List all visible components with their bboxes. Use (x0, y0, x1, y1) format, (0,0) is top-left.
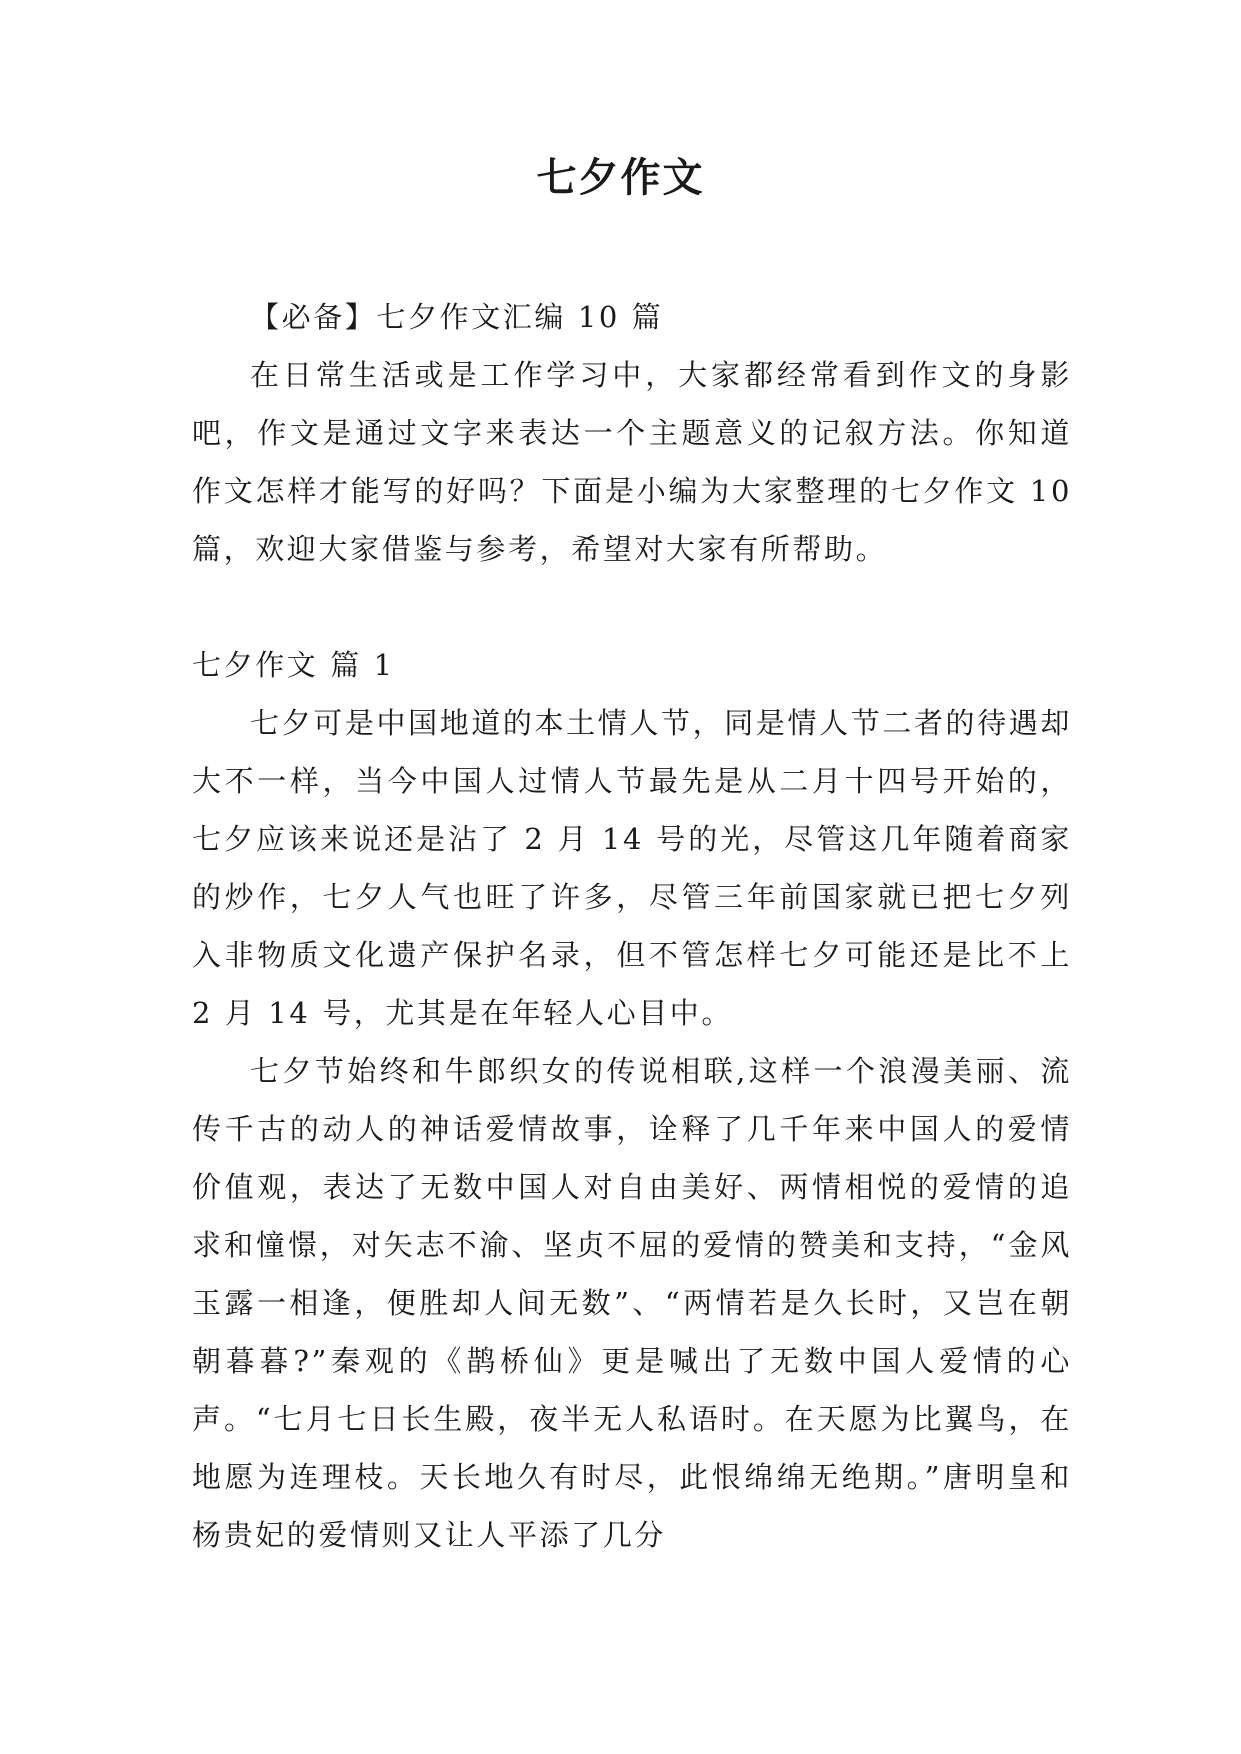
section-heading: 七夕作文 篇 1 (192, 648, 395, 682)
spacer (192, 578, 1072, 636)
document-subtitle: 【必备】七夕作文汇编 10 篇 (250, 300, 664, 334)
intro-paragraph: 在日常生活或是工作学习中，大家都经常看到作文的身影吧，作文是通过文字来表达一个主题意义的记叙方法。你知道作文怎样才能写的好吗？下面是小编为大家整理的七夕作文 10 篇，欢迎大家借鉴与参考，希望对大家有所帮助。 (192, 358, 1072, 566)
document-body (192, 288, 1072, 1564)
body-paragraph-2: 七夕节始终和牛郎织女的传说相联,这样一个浪漫美丽、流传千古的动人的神话爱情故事，诠释了几千年来中国人的爱情价值观，表达了无数中国人对自由美好、两情相悦的爱情的追求和憧憬，对矢志不渝、坚贞不屈的爱情的赞美和支持，“金风玉露一相逢，便胜却人间无数”、“两情若是久长时，又岂在朝朝暮暮?”秦观的《鹊桥仙》更是喊出了无数中国人爱情的心声。“七月七日长生殿，夜半无人私语时。在天愿为比翼鸟，在地愿为连理枝。天长地久有时尽，此恨绵绵无绝期。”唐明皇和杨贵妃的爱情则又让人平添了几分 (192, 1054, 1072, 1552)
body-paragraph-1: 七夕可是中国地道的本土情人节，同是情人节二者的待遇却大不一样，当今中国人过情人节最先是从二月十四号开始的，七夕应该来说还是沾了 2 月 14 号的光，尽管这几年随着商家的炒作，七夕人气也旺了许多，尽管三年前国家就已把七夕列入非物质文化遗产保护名录，但不管怎样七夕可能还是比不上 2 月 14 号，尤其是在年轻人心目中。 (192, 706, 1072, 1030)
document-title: 七夕作文 (536, 155, 705, 201)
